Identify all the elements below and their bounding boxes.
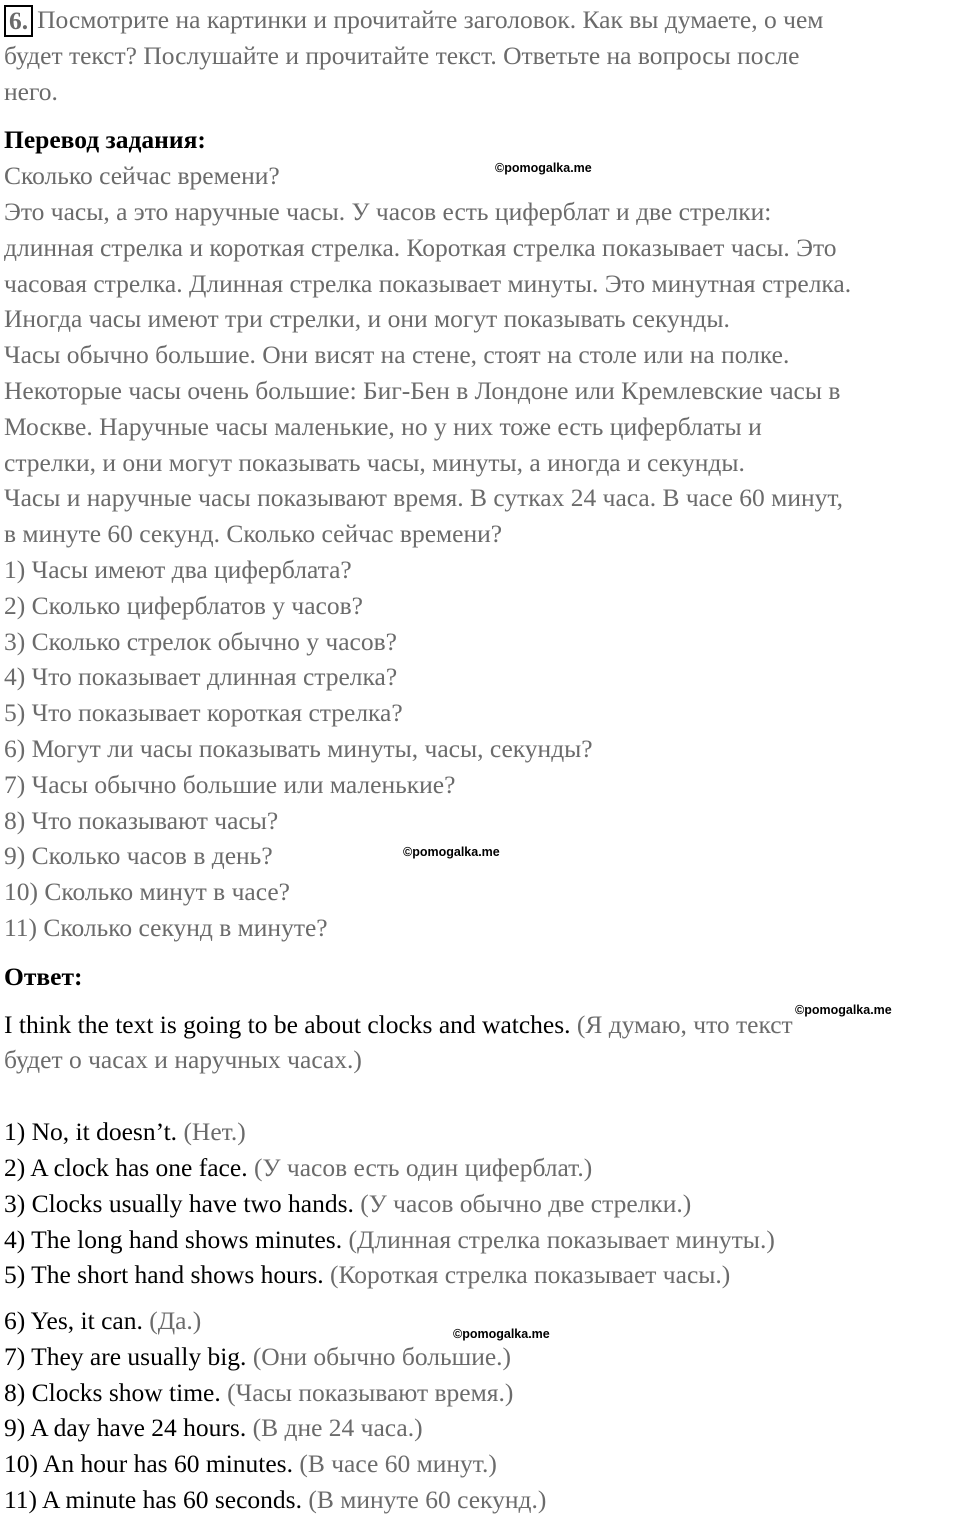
answer-en: 10) An hour has 60 minutes. <box>4 1449 293 1479</box>
translation-line: длинная стрелка и короткая стрелка. Короткая стрелка показывает часы. Это <box>4 232 837 262</box>
answer-en: 8) Clocks show time. <box>4 1377 221 1407</box>
answer-item <box>4 1375 958 1411</box>
question-item: 8) Что показывают часы? <box>4 805 279 835</box>
task-line: будет текст? Послушайте и прочитайте текст. Ответьте на вопросы после <box>4 40 800 70</box>
answer-heading: Ответ: <box>4 961 83 991</box>
answer-item <box>4 1150 958 1186</box>
answer-item <box>4 1222 958 1258</box>
question-item: 3) Сколько стрелок обычно у часов? <box>4 626 397 656</box>
answer-intro-ru: (Я думаю, что текст <box>576 1009 793 1039</box>
question-item: 4) Что показывает длинная стрелка? <box>4 662 398 692</box>
answer-en: 6) Yes, it can. <box>4 1306 143 1336</box>
gap <box>4 1293 958 1303</box>
answer-item <box>4 1446 958 1482</box>
task-line: него. <box>4 76 58 106</box>
translation-line: часовая стрелка. Длинная стрелка показывает минуты. Это минутная стрелка. <box>4 268 852 298</box>
answer-ru: (В минуте 60 секунд.) <box>308 1485 547 1515</box>
answer-en: 9) A day have 24 hours. <box>4 1413 247 1443</box>
answer-intro <box>4 1007 958 1079</box>
translation-line: Некоторые часы очень большие: Биг-Бен в Лондоне или Кремлевские часы в <box>4 375 841 405</box>
answer-ru: (Да.) <box>149 1306 202 1336</box>
translation-line: Это часы, а это наручные часы. У часов есть циферблат и две стрелки: <box>4 196 772 226</box>
question-item: 6) Могут ли часы показывать минуты, часы, секунды? <box>4 733 593 763</box>
answer-en: 2) A clock has one face. <box>4 1152 248 1182</box>
watermark: ©pomogalka.me <box>453 1327 550 1341</box>
document-page <box>4 0 958 1518</box>
answer-item <box>4 1114 958 1150</box>
answer-ru: (Длинная стрелка показывает минуты.) <box>348 1224 775 1254</box>
question-item: 11) Сколько секунд в минуте? <box>4 912 328 942</box>
translation-line: Часы и наручные часы показывают время. В сутках 24 часа. В часе 60 минут, <box>4 483 843 513</box>
translation-line: Часы обычно большие. Они висят на стене, стоят на столе или на полке. <box>4 340 790 370</box>
answer-ru: (У часов обычно две стрелки.) <box>360 1188 692 1218</box>
translation-heading: Перевод задания: <box>4 125 206 155</box>
spacer <box>4 1078 958 1114</box>
answer-en: 7) They are usually big. <box>4 1341 247 1371</box>
answer-item <box>4 1482 958 1518</box>
questions-list <box>4 552 958 946</box>
answer-en: 4) The long hand shows minutes. <box>4 1224 343 1254</box>
translation-line: в минуте 60 секунд. Сколько сейчас времени? <box>4 519 503 549</box>
answer-ru: (Нет.) <box>183 1117 246 1147</box>
answer-item <box>4 1186 958 1222</box>
answer-ru: (Они обычно большие.) <box>252 1341 512 1371</box>
answer-item <box>4 1257 958 1293</box>
answers-list-first <box>4 1114 958 1293</box>
answer-en: 11) A minute has 60 seconds. <box>4 1485 302 1515</box>
answer-ru: (У часов есть один циферблат.) <box>253 1152 593 1182</box>
answer-en: 3) Clocks usually have two hands. <box>4 1188 354 1218</box>
translation-line: Иногда часы имеют три стрелки, и они могут показывать секунды. <box>4 304 730 334</box>
answer-en: 1) No, it doesn’t. <box>4 1117 178 1147</box>
answer-ru: (В дне 24 часа.) <box>252 1413 423 1443</box>
answer-ru: (В часе 60 минут.) <box>299 1449 497 1479</box>
answer-intro-ru-continued: будет о часах и наручных часах.) <box>4 1045 362 1075</box>
answer-item <box>4 1339 958 1375</box>
task-text: Посмотрите на картинки и прочитайте заголовок. Как вы думаете, о чем <box>37 5 824 34</box>
task-number-badge: 6. <box>4 5 33 37</box>
translation-text <box>4 158 958 552</box>
translation-line: Москве. Наручные часы маленькие, но у них тоже есть циферблаты и <box>4 411 762 441</box>
translation-line: Сколько сейчас времени? <box>4 161 280 191</box>
answer-ru: (Короткая стрелка показывает часы.) <box>330 1260 731 1290</box>
question-item: 5) Что показывает короткая стрелка? <box>4 698 403 728</box>
answer-intro-en: I think the text is going to be about clocks and watches. <box>4 1009 571 1039</box>
answer-en: 5) The short hand shows hours. <box>4 1260 324 1290</box>
watermark: ©pomogalka.me <box>403 845 500 859</box>
translation-line: стрелки, и они могут показывать часы, минуты, а иногда и секунды. <box>4 447 745 477</box>
answer-ru: (Часы показывают время.) <box>227 1377 514 1407</box>
watermark: ©pomogalka.me <box>495 161 592 175</box>
task-block <box>4 0 958 109</box>
question-item: 2) Сколько циферблатов у часов? <box>4 590 363 620</box>
task-line <box>4 2 958 38</box>
question-item: 9) Сколько часов в день? <box>4 841 273 871</box>
question-item: 7) Часы обычно большие или маленькие? <box>4 769 456 799</box>
answer-item <box>4 1410 958 1446</box>
question-item: 10) Сколько минут в часе? <box>4 877 290 907</box>
watermark: ©pomogalka.me <box>795 1003 892 1017</box>
question-item: 1) Часы имеют два циферблата? <box>4 554 352 584</box>
